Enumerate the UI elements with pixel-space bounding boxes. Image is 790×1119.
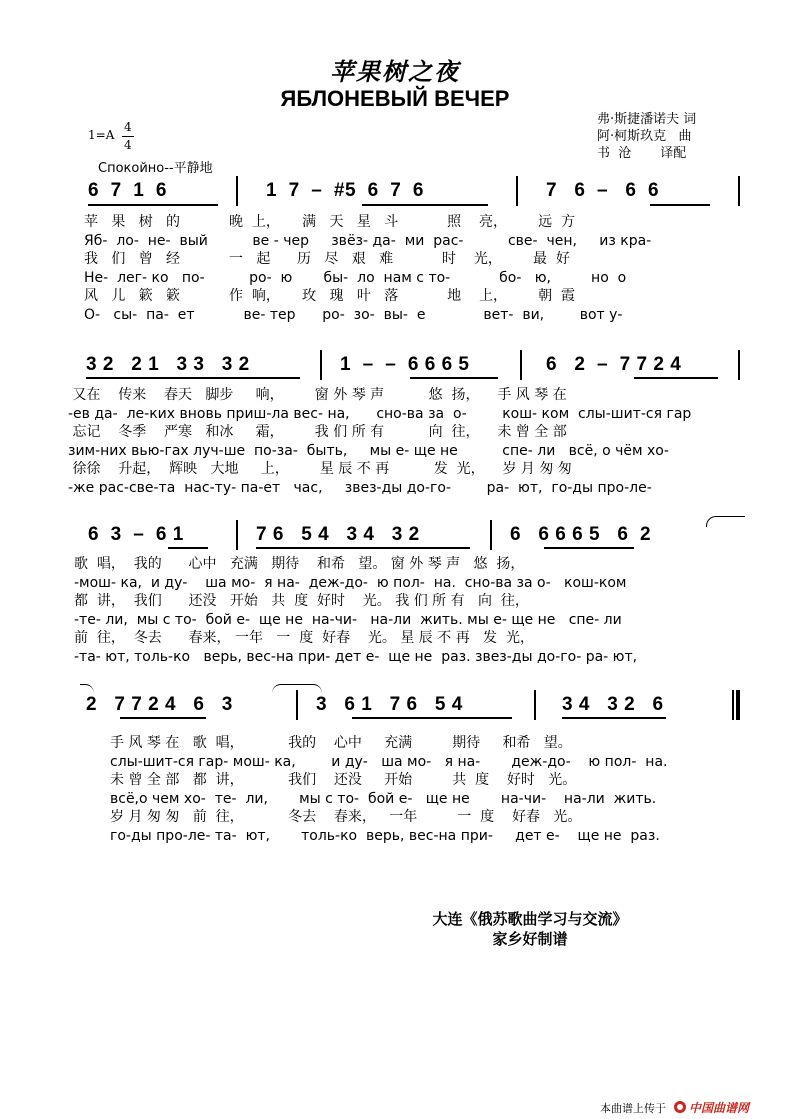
- publisher-credit: 大连《俄苏歌曲学习与交流》: [432, 910, 628, 928]
- bar-line: [320, 350, 322, 380]
- bar-line: [738, 350, 740, 380]
- bar-line: [738, 176, 740, 206]
- bar-line: [534, 690, 536, 720]
- lyric-line: 徐徐 升起， 辉映 大地 上， 星 辰 不 再 发 光， 岁 月 匆 匆: [68, 461, 572, 477]
- lyric-line: 岁 月 匆 匆 前 往， 冬去 春来， 一年 一 度 好春 光。: [110, 809, 582, 825]
- lyric-line: 歌 唱， 我的 心中 充满 期待 和希 望。 窗 外 琴 声 悠 扬，: [74, 556, 525, 572]
- bar-line: [520, 350, 522, 380]
- lyric-line: зим-них вью-гах луч-ше по-за- быть, мы е- ще не спе- ли всё, о чём хо-: [68, 442, 669, 459]
- bar-line: [296, 690, 298, 720]
- beam: [256, 547, 470, 549]
- notes-measure: 2 7 7 2 4 6 3: [86, 694, 233, 715]
- lyric-line: 前 往， 冬去 春来， 一年 一 度 好春 光。 星 辰 不 再 发 光，: [74, 630, 534, 646]
- lyrics-block: [84, 213, 651, 324]
- lyric-line: 手 风 琴 在 歌 唱， 我的 心中 充满 期待 和希 望。: [110, 735, 572, 751]
- transcriber-credit: 家乡好制谱: [492, 930, 568, 948]
- notes-measure: 6 3 – 6 1: [88, 524, 184, 545]
- notes-measure: 7 6 5 4 3 4 3 2: [256, 524, 420, 545]
- notes-measure: 6 6 6 6 5 6 2: [510, 524, 652, 545]
- beam: [410, 377, 498, 379]
- lyric-line: -мош- ка, и ду- ша мо- я на- деж-до- ю пол- на. сно-ва за о- кош-ком: [74, 574, 627, 591]
- beam: [168, 547, 208, 549]
- beam: [562, 717, 666, 719]
- lyric-line: 忘记 冬季 严寒 和冰 霜， 我 们 所 有 向 往， 未 曾 全 部: [68, 424, 567, 440]
- beam: [362, 204, 488, 206]
- beam: [120, 717, 206, 719]
- lyric-line: 我 们 曾 经 一 起 历 尽 艰 难 时 光， 最 好: [84, 251, 570, 267]
- time-signature-line: [122, 136, 134, 137]
- lyricist-credit: 弗·斯捷潘诺夫 词: [597, 112, 697, 127]
- bar-line: [490, 520, 492, 550]
- notes-measure: 3 6 1 7 6 5 4: [316, 694, 463, 715]
- final-bar-thin: [732, 690, 734, 720]
- lyric-line: -те- ли, мы с то- бой е- ще не на-чи- на-ли жить. мы е- ще не спе- ли: [74, 611, 622, 628]
- lyric-line: 风 儿 簌 簌 作 响， 玫 瑰 叶 落 地 上， 朝 霞: [84, 288, 576, 304]
- notes-measure: 1 – – 6 6 6 5: [340, 354, 470, 375]
- lyrics-block: [110, 734, 667, 845]
- notes-measure: 1 7 – #5 6 7 6: [266, 180, 424, 201]
- beam: [352, 717, 512, 719]
- notes-measure: 3 2 2 1 3 3 3 2: [86, 354, 250, 375]
- lyric-line: 都 讲， 我们 还没 开始 共 度 好时 光。 我 们 所 有 向 往，: [74, 593, 529, 609]
- time-signature-bottom: 4: [124, 138, 132, 152]
- lyric-line: -же рас-све-та нас-ту- па-ет час, звез-ды до-го- ра- ют, го-ды про-ле-: [68, 479, 652, 496]
- tie-arc: [706, 516, 745, 527]
- notes-measure: 7 6 – 6 6: [546, 180, 660, 201]
- lyric-line: -ев да- ле-ких вновь приш-ла вес- на, сно-ва за о- кош- ком слы-шит-ся гар: [68, 405, 692, 422]
- lyric-line: слы-шит-ся гар- мош- ка, и ду- ша мо- я на- деж-до- ю пол- на.: [110, 753, 668, 770]
- lyric-line: О- сы- па- ет ве- тер ро- зо- вы- е вет- ви, вот у-: [84, 306, 623, 323]
- lyric-line: Не- лег- ко по- ро- ю бы- ло нам с то- бо- ю, но о: [84, 269, 627, 286]
- bar-line: [236, 176, 238, 206]
- lyric-line: 苹 果 树 的 晚 上， 满 天 星 斗 照 亮， 远 方: [84, 214, 576, 230]
- lyric-line: всё,о чем хо- те- ли, мы с то- бой е- ще не на-чи- на-ли жить.: [110, 790, 657, 807]
- site-logo[interactable]: 中国曲谱网: [689, 1101, 750, 1115]
- beam: [650, 204, 710, 206]
- beam: [86, 377, 300, 379]
- beam: [88, 204, 218, 206]
- key-signature: 1=A: [88, 128, 115, 142]
- site-logo-icon: [673, 1099, 687, 1113]
- bar-line: [516, 176, 518, 206]
- composer-credit: 阿·柯斯玖克 曲: [597, 129, 692, 144]
- notes-measure: 3 4 3 2 6: [562, 694, 664, 715]
- notes-measure: 6 7 1 6: [88, 180, 167, 201]
- beam: [634, 377, 718, 379]
- time-signature-top: 4: [124, 120, 132, 134]
- lyric-line: 又在 传来 春天 脚步 响， 窗 外 琴 声 悠 扬， 手 风 琴 在: [68, 387, 567, 403]
- lyric-line: 未 曾 全 部 都 讲， 我们 还没 开始 共 度 好时 光。: [110, 772, 577, 788]
- notes-measure: 6 2 – 7 7 2 4: [546, 354, 682, 375]
- lyrics-block: [74, 555, 637, 666]
- tempo-marking: Спокойно--平静地: [98, 161, 213, 176]
- lyrics-block: [68, 386, 691, 497]
- final-bar-thick: [736, 690, 740, 720]
- translator-credit: 书 沧 译配: [597, 146, 687, 161]
- upload-label: 本曲谱上传于: [600, 1102, 666, 1115]
- song-title-russian: ЯБЛОНЕВЫЙ ВЕЧЕР: [280, 86, 510, 111]
- beam: [544, 547, 634, 549]
- tie-arc: [80, 684, 94, 693]
- song-title-chinese: 苹果树之夜: [330, 57, 460, 86]
- lyric-line: -та- ют, толь-ко верь, вес-на при- дет е- ще не раз. звез-ды до-го- ра- ют,: [74, 648, 638, 665]
- lyric-line: Яб- ло- не- вый ве - чер звёз- да- ми рас- све- чен, из кра-: [84, 232, 652, 249]
- lyric-line: го-ды про-ле- та- ют, толь-ко верь, вес-на при- дет е- ще не раз.: [110, 827, 660, 844]
- bar-line: [236, 520, 238, 550]
